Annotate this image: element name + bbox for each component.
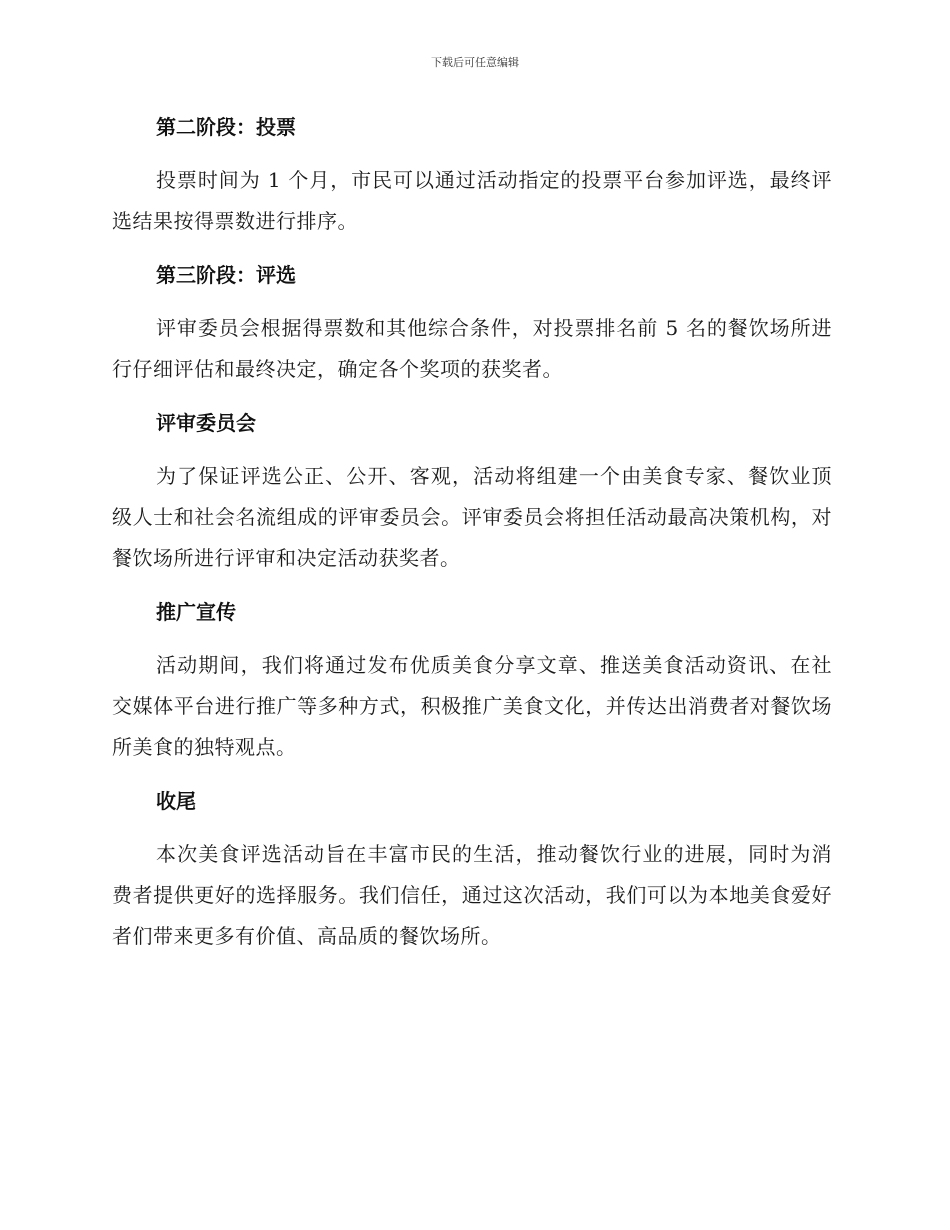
section-heading-voting: 第二阶段：投票 — [156, 115, 296, 139]
section-paragraph-promotion: 活动期间，我们将通过发布优质美食分享文章、推送美食活动资讯、在社交媒体平台进行推广等多种方式，积极推广美食文化，并传达出消费者对餐饮场所美食的独特观点。 — [112, 653, 832, 759]
section-heading-closing: 收尾 — [156, 789, 196, 813]
header-note: 下载后可任意编辑 — [431, 56, 519, 69]
document-body — [112, 108, 832, 971]
section-heading-promotion: 推广宣传 — [156, 600, 236, 624]
section-paragraph-voting: 投票时间为 1 个月，市民可以通过活动指定的投票平台参加评选，最终评选结果按得票数进行排序。 — [112, 168, 832, 233]
section-paragraph-closing: 本次美食评选活动旨在丰富市民的生活，推动餐饮行业的进展，同时为消费者提供更好的选择服务。我们信任，通过这次活动，我们可以为本地美食爱好者们带来更多有价值、高品质的餐饮场所。 — [112, 842, 832, 948]
section-heading-committee: 评审委员会 — [156, 411, 256, 435]
section-paragraph-committee: 为了保证评选公正、公开、客观，活动将组建一个由美食专家、餐饮业顶级人士和社会名流组成的评审委员会。评审委员会将担任活动最高决策机构，对餐饮场所进行评审和决定活动获奖者。 — [112, 464, 832, 570]
section-heading-judging: 第三阶段：评选 — [156, 263, 296, 287]
section-paragraph-judging: 评审委员会根据得票数和其他综合条件，对投票排名前 5 名的餐饮场所进行仔细评估和最终决定，确定各个奖项的获奖者。 — [112, 316, 832, 381]
